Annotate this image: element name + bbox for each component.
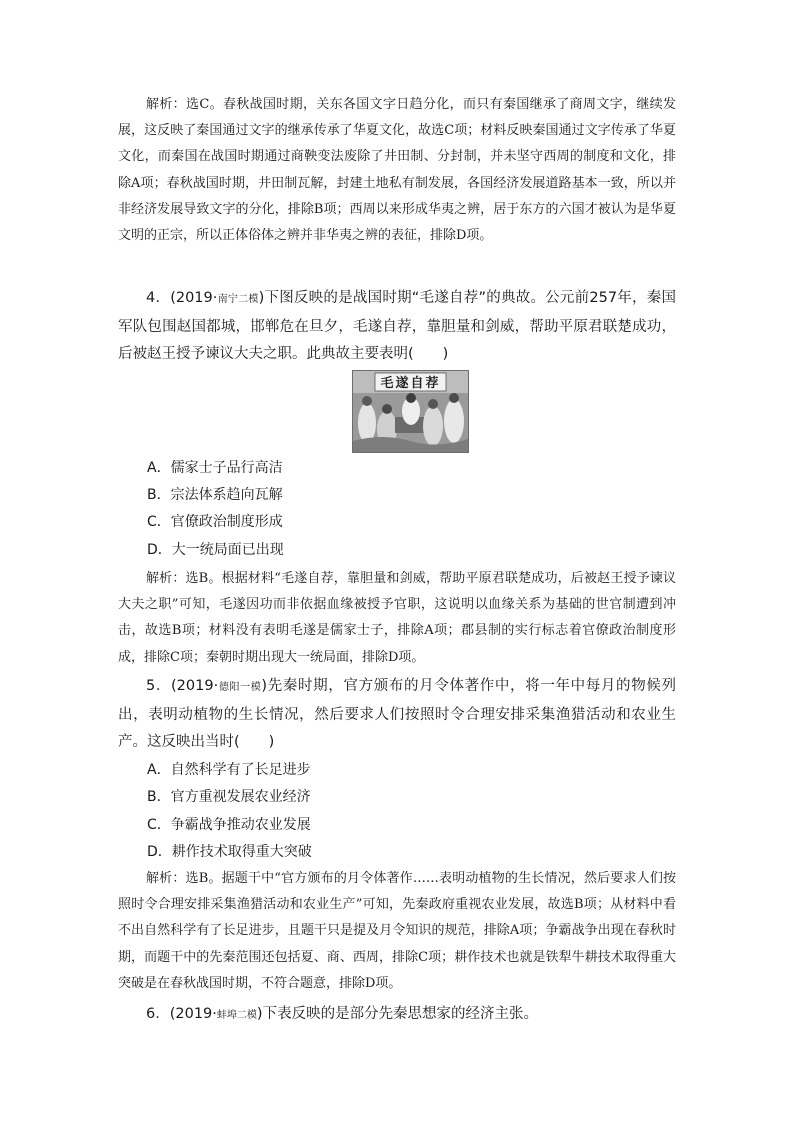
q4-figure: [352, 370, 469, 453]
q4-option-d: D．大一统局面已出现: [147, 542, 284, 558]
q4-option-a: A．儒家士子品行高洁: [147, 460, 283, 476]
q4-option-b: B．宗法体系趋向瓦解: [147, 487, 283, 503]
q5-option-b: B．官方重视发展农业经济: [147, 789, 311, 805]
q5-option-d: D．耕作技术取得重大突破: [147, 844, 312, 860]
q4-source: 南宁二模: [217, 294, 259, 305]
q5-option-c: C．争霸战争推动农业发展: [147, 817, 311, 833]
q5-source: 德阳一模: [218, 682, 262, 693]
q5-stem: [118, 673, 676, 757]
q6-source: 蚌埠二模: [216, 1010, 257, 1021]
q3-analysis: 解析：选C。春秋战国时期，关东各国文字日趋分化，而只有秦国继承了商周文字，继续发展，这反映了秦国通过文字的继承传承了华夏文化，故选C项；材料反映秦国通过文字传承了华夏文化，而秦国在战国时期通过商鞅变法废除了井田制、分封制，并未坚守西周的制度和文化，排除A项；春秋战国时期，井田制瓦解，封建土地私有制发展，各国经济发展道路基本一致，所以并非经济发展导致文字的分化，排除B项；西周以来形成华夷之辨，居于东方的六国才被认为是华夏文明的正宗，所以正体俗体之辨并非华夷之辨的表征，排除D项。: [118, 97, 676, 244]
q5-number: 5．(2019·: [146, 678, 219, 694]
q4-analysis: 解析：选B。根据材料“毛遂自荐，靠胆量和剑威，帮助平原君联楚成功，后被赵王授予谏议大夫之职”可知，毛遂因功而非依据血缘被授予官职，这说明以血缘关系为基础的世官制遭到冲击，故选B项；材料没有表明毛遂是儒家士子，排除A项；郡县制的实行标志着官僚政治制度形成，排除C项；秦朝时期出现大一统局面，排除D项。: [118, 571, 676, 665]
q5-stem-text: )先秦时期，官方颁布的月令体著作中，将一年中每月的物候列出，表明动植物的生长情况，然后要求人们按照时令合理安排采集渔猎活动和农业生产。这反映出当时( ): [118, 678, 676, 750]
q4-stem-text: )下图反映的是战国时期“毛遂自荐”的典故。公元前257年，秦国军队包围赵国都城，邯郸危在旦夕，毛遂自荐，靠胆量和剑威，帮助平原君联楚成功，后被赵王授予谏议大夫之职。此典故主要表明( ): [118, 290, 677, 362]
q5-analysis: 解析：选B。据题干中“官方颁布的月令体著作……表明动植物的生长情况，然后要求人们按照时令合理安排采集渔猎活动和农业生产”可知，先秦政府重视农业发展，故选B项；从材料中看不出自然科学有了长足进步，且题干只是提及月令知识的规范，排除A项；争霸战争出现在春秋时期，而题干中的先秦范围还包括夏、商、西周，排除C项；耕作技术也就是铁犁牛耕技术取得重大突破是在春秋战国时期，不符合题意，排除D项。: [118, 871, 676, 991]
q6-number: 6．(2019·: [146, 1006, 217, 1022]
q6-stem-text: )下表反映的是部分先秦思想家的经济主张。: [256, 1006, 539, 1022]
q4-number: 4．(2019·: [146, 290, 218, 306]
q6-stem: [118, 1001, 676, 1030]
q4-option-c: C．官僚政治制度形成: [147, 514, 283, 530]
figure-caption: 毛遂自荐: [380, 376, 441, 391]
q5-option-a: A．自然科学有了长足进步: [147, 762, 311, 778]
mao-sui-painting-image: [353, 371, 468, 452]
q4-stem: [118, 285, 676, 369]
